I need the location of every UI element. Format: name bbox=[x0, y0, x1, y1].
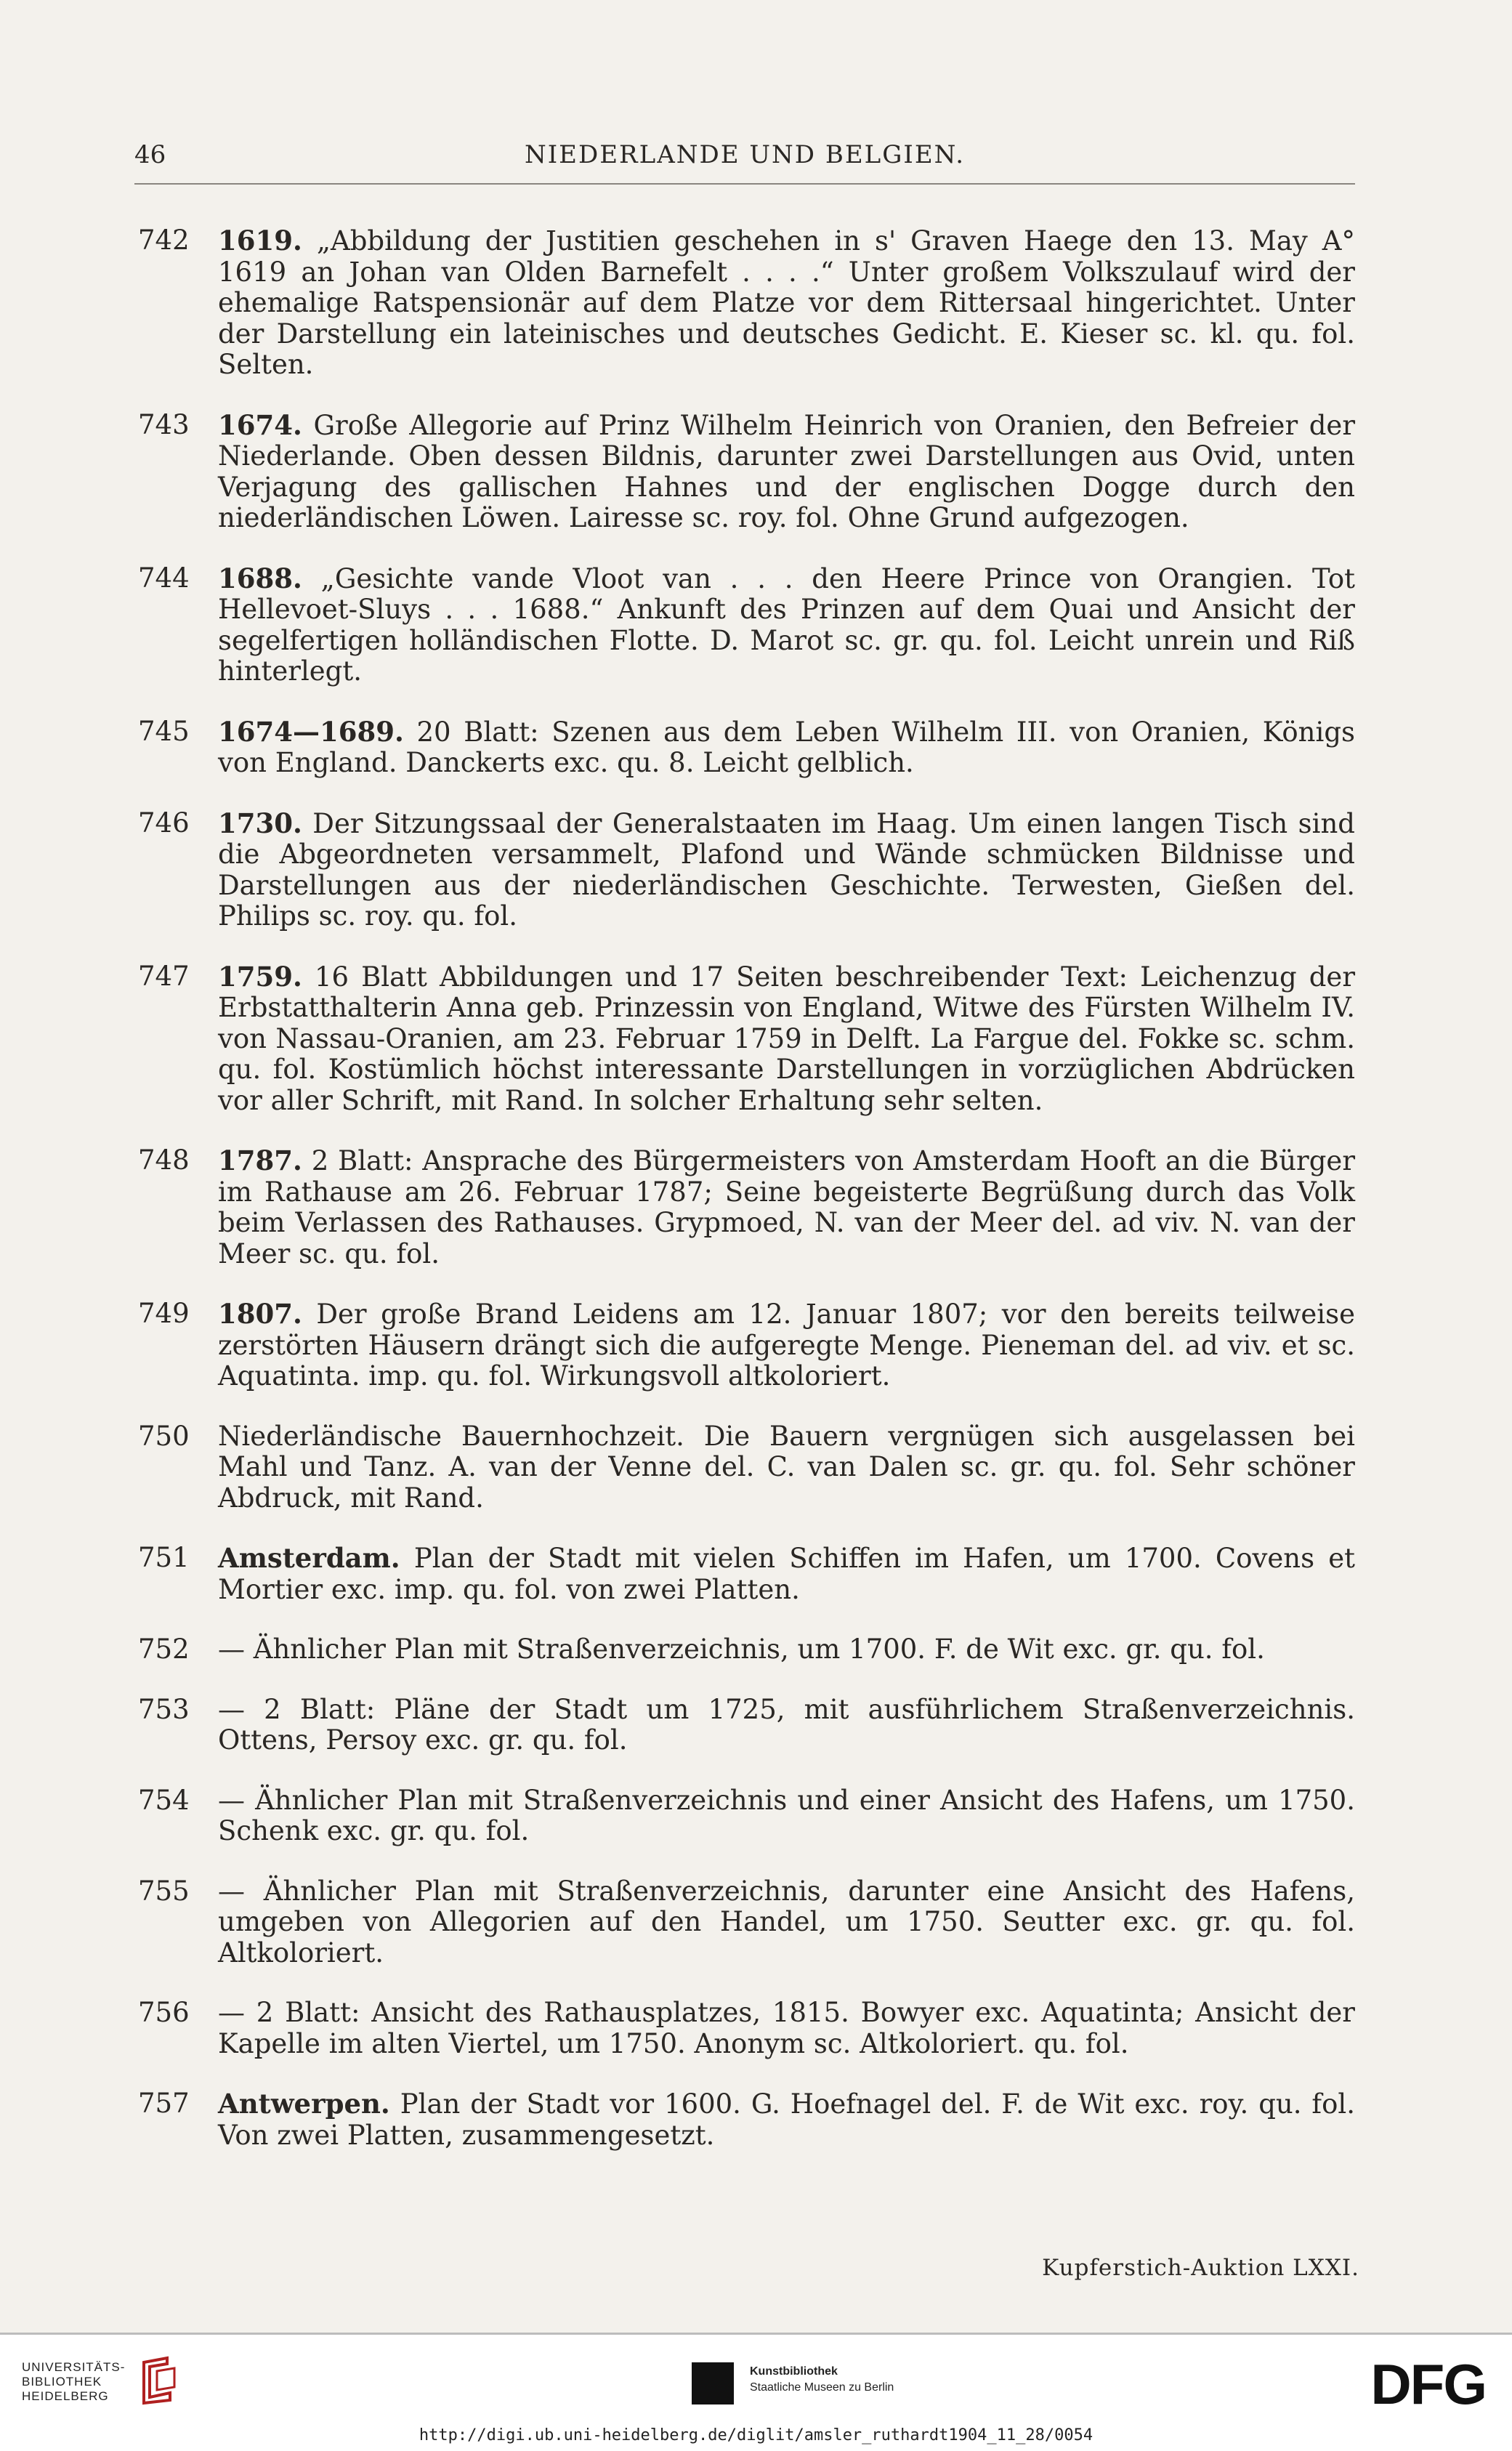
entry-text: „Gesichte vande Vloot van . . . den Heere Prince von Orangien. Tot Hellevoet-Sluys . . . 1688.“ Ankunft des Prinzen auf dem Quai und Ansicht der segelfertigen holländischen Flotte. D. Marot sc. gr. qu. fol. Leicht unrein und Riß hinterlegt. bbox=[218, 562, 1355, 687]
entry-number: 753 bbox=[138, 1693, 190, 1725]
entry-year: 1787. bbox=[218, 1144, 302, 1176]
logo-title: Kunstbibliothek bbox=[750, 2365, 838, 2378]
kunstbibliothek-logo-text[interactable] bbox=[750, 2364, 894, 2396]
catalog-entry bbox=[138, 410, 1355, 534]
catalog-entry bbox=[138, 225, 1355, 381]
entry-number: 745 bbox=[138, 715, 190, 747]
entry-heading: Antwerpen. bbox=[218, 2088, 390, 2120]
catalog-entry bbox=[138, 563, 1355, 687]
ub-heidelberg-emblem-icon bbox=[138, 2355, 182, 2406]
ub-heidelberg-logo-text[interactable] bbox=[22, 2360, 125, 2404]
entry-number: 756 bbox=[138, 1997, 190, 2028]
entry-text: Der Sitzungssaal der Generalstaaten im Haag. Um einen langen Tisch sind die Abgeordneten versammelt, Plafond und Wände schmücken Bildnisse und Darstellungen aus der niederländischen Geschichte. Terwesten, Gießen del. Philips sc. roy. qu. fol. bbox=[218, 807, 1355, 932]
auction-footer-note: Kupferstich-Auktion LXXI. bbox=[1042, 2255, 1359, 2281]
entry-text: „Abbildung der Justitien geschehen in s' Graven Haege den 13. May A° 1619 an Johan van Olden Barnefelt . . . .“ Unter großem Volkszulauf wird der ehemalige Ratspensionär auf dem Platze vor dem Rittersaal hingerichtet. Unter der Darstellung ein lateinisches und deutsches Gedicht. E. Kieser sc. kl. qu. fol. Selten. bbox=[218, 225, 1355, 380]
entry-number: 744 bbox=[138, 562, 190, 594]
catalog-entry bbox=[138, 1299, 1355, 1392]
entry-text: — Ähnlicher Plan mit Straßenverzeichnis und einer Ansicht des Hafens, um 1750. Schenk exc. gr. qu. fol. bbox=[218, 1784, 1355, 1846]
catalog-entry bbox=[138, 1785, 1355, 1847]
dfg-logo[interactable]: DFG bbox=[1370, 2352, 1486, 2416]
catalog-entry bbox=[138, 2088, 1355, 2151]
entry-year: 1619. bbox=[218, 225, 302, 257]
entry-text: Große Allegorie auf Prinz Wilhelm Heinrich von Oranien, den Befreier der Niederlande. Oben dessen Bildnis, darunter zwei Darstellungen aus Ovid, unten Verjagung des gallischen Hahnes und der englischen Dogge durch den niederländischen Löwen. Lairesse sc. roy. fol. Ohne Grund aufgezogen. bbox=[218, 409, 1356, 533]
entry-text: — 2 Blatt: Ansicht des Rathausplatzes, 1815. Bowyer exc. Aquatinta; Ansicht der Kapelle im alten Viertel, um 1750. Anonym sc. Altkoloriert. qu. fol. bbox=[218, 1997, 1355, 2059]
logo-line: HEIDELBERG bbox=[22, 2389, 109, 2403]
catalog-entry bbox=[138, 961, 1355, 1117]
library-logo-bar bbox=[0, 2333, 1512, 2422]
catalog-entry bbox=[138, 1876, 1355, 1969]
entry-year: 1674. bbox=[218, 408, 302, 441]
entry-number: 757 bbox=[138, 2088, 190, 2119]
entry-year: 1807. bbox=[218, 1298, 302, 1330]
entry-text: — Ähnlicher Plan mit Straßenverzeichnis, darunter eine Ansicht des Hafens, umgeben von Allegorien auf den Handel, um 1750. Seutter exc. gr. qu. fol. Altkoloriert. bbox=[218, 1875, 1355, 1969]
catalog-entry bbox=[138, 1998, 1355, 2059]
logo-subtitle: Staatliche Museen zu Berlin bbox=[750, 2381, 894, 2394]
entry-number: 742 bbox=[138, 225, 190, 256]
catalog-entry bbox=[138, 1634, 1355, 1665]
logo-line: BIBLIOTHEK bbox=[22, 2375, 102, 2389]
entry-year: 1730. bbox=[218, 807, 302, 839]
entry-number: 749 bbox=[138, 1298, 190, 1329]
catalog-entry bbox=[138, 1543, 1355, 1605]
catalog-entries bbox=[138, 225, 1355, 2180]
entry-year: 1759. bbox=[218, 960, 302, 993]
kunstbibliothek-logo-icon bbox=[692, 2362, 734, 2404]
entry-text: — Ähnlicher Plan mit Straßenverzeichnis, um 1700. F. de Wit exc. gr. qu. fol. bbox=[218, 1634, 1265, 1665]
entry-number: 751 bbox=[138, 1542, 190, 1573]
header-rule bbox=[134, 183, 1355, 185]
entry-text: 16 Blatt Abbildungen und 17 Seiten beschreibender Text: Leichenzug der Erbstatthalterin Anna geb. Prinzessin von England, Witwe des Fürsten Wilhelm IV. von Nassau-Oranien, am 23. Februar 1759 in Delft. La Fargue del. Fokke sc. schm. qu. fol. Kostümlich höchst interessante Darstellungen in vorzüglichen Abdrücken vor aller Schrift, mit Rand. In solcher Erhaltung sehr selten. bbox=[218, 961, 1356, 1116]
page-number: 46 bbox=[134, 140, 166, 169]
entry-heading: Amsterdam. bbox=[218, 1542, 400, 1574]
logo-line: UNIVERSITÄTS- bbox=[22, 2360, 126, 2374]
entry-text: Niederländische Bauernhochzeit. Die Bauern vergnügen sich ausgelassen bei Mahl und Tanz. A. van der Venne del. C. van Dalen sc. gr. qu. fol. Sehr schöner Abdruck, mit Rand. bbox=[218, 1420, 1355, 1514]
catalog-entry bbox=[138, 1145, 1355, 1269]
page-title: NIEDERLANDE UND BELGIEN. bbox=[524, 140, 966, 169]
entry-text: Der große Brand Leidens am 12. Januar 1807; vor den bereits teilweise zerstörten Häusern drängt sich die aufgeregte Menge. Pieneman del. ad viv. et sc. Aquatinta. imp. qu. fol. Wirkungsvoll altkoloriert. bbox=[218, 1299, 1355, 1392]
catalog-entry bbox=[138, 1421, 1355, 1514]
permalink-url[interactable]: http://digi.ub.uni-heidelberg.de/diglit/amsler_ruthardt1904_11_28/0054 bbox=[0, 2420, 1512, 2451]
entry-number: 746 bbox=[138, 807, 190, 839]
entry-text: Plan der Stadt mit vielen Schiffen im Hafen, um 1700. Covens et Mortier exc. imp. qu. fol. von zwei Platten. bbox=[218, 1543, 1355, 1605]
entry-number: 743 bbox=[138, 408, 190, 440]
entry-number: 754 bbox=[138, 1784, 190, 1816]
entry-year: 1688. bbox=[218, 562, 302, 594]
page-header bbox=[134, 140, 1355, 177]
entry-text: — 2 Blatt: Pläne der Stadt um 1725, mit ausführlichem Straßenverzeichnis. Ottens, Persoy exc. gr. qu. fol. bbox=[218, 1693, 1355, 1756]
entry-number: 747 bbox=[138, 960, 190, 992]
entry-text: 2 Blatt: Ansprache des Bürgermeisters von Amsterdam Hooft an die Bürger im Rathause am 26. Februar 1787; Seine begeisterte Begrüßung durch das Volk beim Verlassen des Rathauses. Grypmoed, N. van der Meer del. ad viv. N. van der Meer sc. qu. fol. bbox=[218, 1145, 1356, 1269]
catalog-entry bbox=[138, 1695, 1355, 1756]
catalog-entry bbox=[138, 808, 1355, 932]
entry-text: Plan der Stadt vor 1600. G. Hoefnagel del. F. de Wit exc. roy. qu. fol. Von zwei Platten, zusammengesetzt. bbox=[218, 2088, 1355, 2151]
entry-year: 1674—1689. bbox=[218, 715, 404, 748]
entry-number: 755 bbox=[138, 1875, 190, 1907]
catalog-entry bbox=[138, 716, 1355, 779]
entry-text: 20 Blatt: Szenen aus dem Leben Wilhelm III. von Oranien, Königs von England. Danckerts exc. qu. 8. Leicht gelblich. bbox=[218, 716, 1355, 778]
entry-number: 752 bbox=[138, 1634, 190, 1665]
entry-number: 750 bbox=[138, 1420, 190, 1452]
entry-number: 748 bbox=[138, 1144, 190, 1176]
